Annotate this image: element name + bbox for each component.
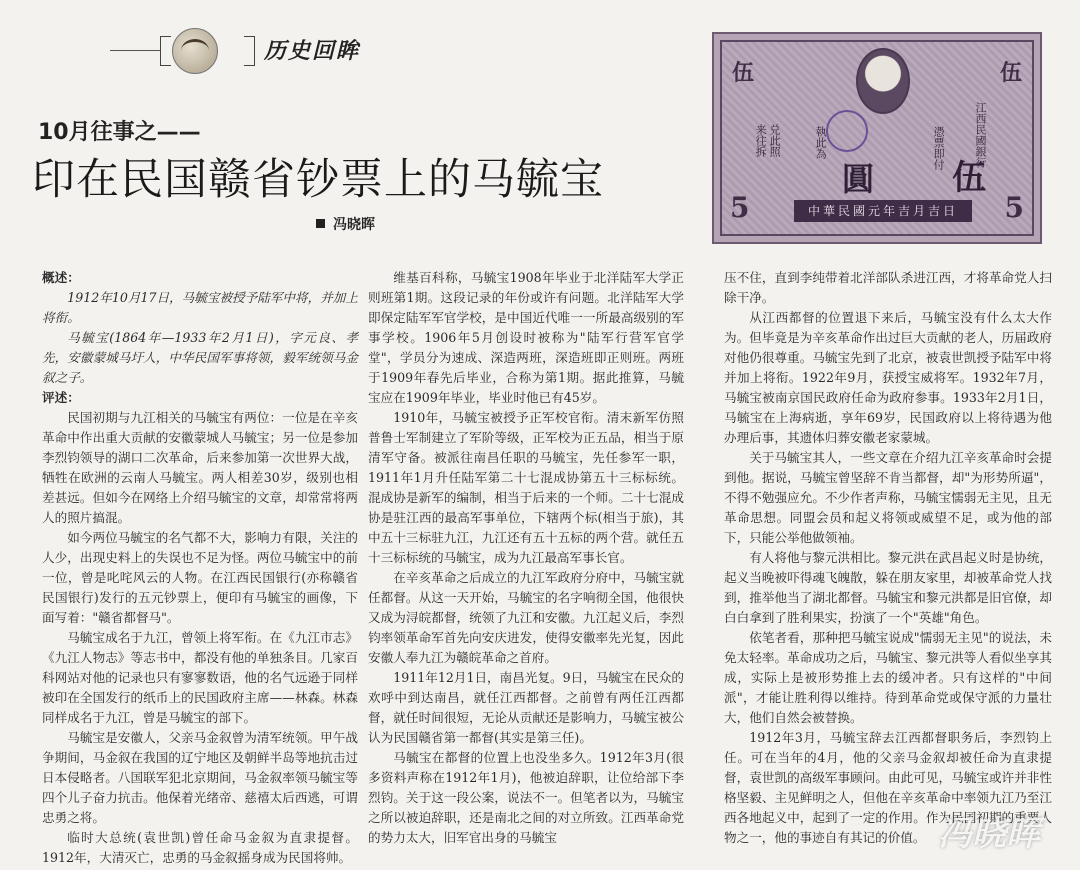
- article-column-3: [724, 268, 1052, 848]
- section-title: 历史回眸: [264, 39, 361, 64]
- section-header: [110, 28, 370, 72]
- banknote-vertical-text-5: 江西民國銀行: [974, 102, 987, 168]
- square-bullet-icon: [316, 219, 325, 228]
- banknote-vertical-text-4: 憑票即付: [932, 126, 946, 170]
- paragraph: 马毓宝成名于九江，曾领上将军衔。在《九江市志》《九江人物志》等志书中，都没有他的单独条目。几家百科网站对他的记录也只有寥寥数语，他的名气远逊于同样被印在全国发行的纸币上的民国政府主席——林森。林森同样成名于九江，曾是马毓宝的部下。: [42, 630, 358, 725]
- banknote-corner-top-left: 伍: [732, 60, 755, 86]
- paragraph: 马毓宝在都督的位置上也没坐多久。1912年3月(很多资料声称在1912年1月)，他被迫辞职，让位给部下李烈钧。关于这一段公案，说法不一。但笔者以为，马毓宝之所以被迫辞职，还是南北之间的对立所致。江西革命党的势力太大，旧军官出身的马毓宝: [368, 750, 684, 845]
- byline: [316, 214, 375, 234]
- banknote-corner-top-right: 伍: [999, 60, 1022, 86]
- banknote-photo: [712, 32, 1042, 244]
- header-bracket-right: [244, 36, 255, 66]
- paragraph: 维基百科称，马毓宝1908年毕业于北洋陆军大学正则班第1期。这段记录的年份或许有问题。北洋陆军大学即保定陆军军官学校，是中国近代唯一一所最高级别的军事学校。1906年5月创设时被称为"陆军行营军官学堂"，学员分为速成、深造两班，深造班即正则班。两班于1909年春先后毕业，合称为第1期。据此推算，马毓宝应在1909年毕业，毕业时他已有45岁。: [368, 270, 684, 405]
- paragraph: 评述：: [42, 390, 80, 405]
- paragraph: 马毓宝是安徽人，父亲马金叙曾为清军统领。甲午战争期间，马金叙在我国的辽宁地区及朝鲜半岛等地抗击过日本侵略者。八国联军犯北京期间，马金叙率领马毓宝等四个儿子奋力抗击。他保着光绪帝、慈禧太后西逃，可谓忠勇之将。: [42, 730, 358, 825]
- paragraph: 1912年10月17日，马毓宝被授予陆军中将，并加上将衔。: [42, 290, 358, 325]
- watermark: 冯晓晖: [938, 814, 1040, 854]
- paragraph: 关于马毓宝其人，一些文章在介绍九江辛亥革命时会提到他。据说，马毓宝曾坚辞不肯当都督，却"为形势所逼"，不得不勉强应允。不少作者声称，马毓宝懦弱无主见，且无革命思想。同盟会员和起义将领或威望不足，或为他的部下，只能公举他做领袖。: [724, 450, 1052, 545]
- paragraph: 依笔者看，那种把马毓宝说成"懦弱无主见"的说法，未免太轻率。革命成功之后，马毓宝、黎元洪等人看似坐享其成，实际上是被形势推上去的缓冲者。只有这样的"中间派"，才能让胜利得以维持。待到革命党或保守派的力量壮大，他们自然会被替换。: [724, 630, 1052, 725]
- banknote-frame: [720, 40, 1034, 236]
- portrait-icon: [856, 48, 910, 114]
- paragraph: 压不住，直到李纯带着北洋部队杀进江西，才将革命党人扫除干净。: [724, 270, 1052, 305]
- paragraph: 1911年12月1日，南昌光复。9日，马毓宝在民众的欢呼中到达南昌，就任江西都督。之前曾有两任江西都督，就任时间很短，无论从贡献还是影响力，马毓宝被公认为民国赣省第一都督(其实是第三任)。: [368, 670, 684, 745]
- landscape-medallion-icon: [172, 28, 218, 74]
- banknote-corner-bottom-right: 5: [1004, 191, 1024, 224]
- banknote-date-band: 中華民國元年吉月吉日: [794, 200, 972, 222]
- paragraph: 1910年，马毓宝被授予正军校官衔。清末新军仿照普鲁士军制建立了军阶等级，正军校为正五品，相当于原清军守备。被派往南昌任职的马毓宝，先任参军一职，1911年1月升任陆军第二十七混成协第五十三标标统。混成协是新军的编制，相当于后来的一个师。二十七混成协是驻江西的最高军事单位，下辖两个标(相当于旅)，其中五十三标驻九江，九江还有五十五标的两个营。就任五十三标标统的马毓宝，成为九江最高军事长官。: [368, 410, 684, 565]
- headline: 印在民国赣省钞票上的马毓宝: [32, 155, 604, 205]
- article-column-2: [368, 268, 684, 848]
- banknote-vertical-text-1: 来往拆: [754, 124, 768, 157]
- paragraph: 有人将他与黎元洪相比。黎元洪在武昌起义时是协统，起义当晚被吓得魂飞魄散，躲在朋友家里，却被革命党人找到，推举他当了湖北都督。马毓宝和黎元洪都是旧官僚，却白白拿到了胜利果实，扮演了一个"英雄"角色。: [724, 550, 1052, 625]
- banknote-denomination: 圓: [842, 160, 879, 198]
- header-bracket-left: [160, 36, 171, 66]
- paragraph: 马毓宝(1864年—1933年2月1日)，字元良、孝先，安徽蒙城马圩人，中华民国军事将领，毅军统领马金叙之子。: [42, 330, 358, 385]
- paragraph: 如今两位马毓宝的名气都不大，影响力有限，关注的人少，出现史料上的失误也不足为怪。两位马毓宝中的前一位，曾是叱咤风云的人物。在江西民国银行(亦称赣省民国银行)发行的五元钞票上，便印有马毓宝的画像，下面写着："赣省都督马"。: [42, 530, 358, 625]
- paragraph: 概述：: [42, 270, 80, 285]
- kicker: 10月往事之——: [38, 120, 201, 145]
- paragraph: 民国初期与九江相关的马毓宝有两位：一位是在辛亥革命中作出重大贡献的安徽蒙城人马毓宝；另一位是参加李烈钧领导的湖口二次革命，后来参加第一次世界大战，牺牲在欧洲的云南人马毓宝。两人相差30岁，级别也相差甚远。但如今在网络上介绍马毓宝的文章，却常常将两人的照片搞混。: [42, 410, 358, 525]
- article-column-1: [42, 268, 358, 868]
- paragraph: 从江西都督的位置退下来后，马毓宝没有什么太大作为。但毕竟是为辛亥革命作出过巨大贡献的老人，历届政府对他仍很尊重。马毓宝先到了北京，被袁世凯授予陆军中将并加上将衔。1922年9月，获授宝威将军。1932年7月，马毓宝被南京国民政府任命为政府参事。1933年2月1日，马毓宝在上海病逝，享年69岁，民国政府以上将待遇为他办理后事，其遗体归葬安徽老家蒙城。: [724, 310, 1052, 445]
- banknote-vertical-text-3: 執此為: [814, 126, 828, 159]
- paragraph: 在辛亥革命之后成立的九江军政府分府中，马毓宝就任都督。从这一天开始，马毓宝的名字响彻全国，他很快又成为浔皖都督，统领了九江和安徽。九江起义后，李烈钧率领革命军首先向安庆进发，使得安徽率先光复，因此安徽人奉九江为赣皖革命之首府。: [368, 570, 684, 665]
- paragraph: 临时大总统(袁世凯)曾任命马金叙为直隶提督。1912年，大清灭亡，忠勇的马金叙摇身成为民国将帅。: [42, 830, 358, 865]
- banknote-corner-bottom-left: 5: [730, 191, 750, 224]
- paragraph: 1912年3月，马毓宝辞去江西都督职务后，李烈钧上任。可在当年的4月，他的父亲马金叙却被任命为直隶提督，袁世凯的高级军事顾问。由此可见，马毓宝或许并非性格坚毅、主见鲜明之人，但他在辛亥革命中率领九江乃至江西各地起义中，起到了一定的作用。作为民国初期的重要人物之一，他的事迹自有其记的价值。: [724, 730, 1052, 845]
- author-name: 冯晓晖: [333, 217, 375, 233]
- banknote-vertical-text-2: 兑此照: [768, 124, 782, 157]
- seal-stamp-icon: [826, 110, 868, 152]
- banknote-denomination-large: 伍: [952, 158, 986, 198]
- header-rule-left: [110, 50, 160, 51]
